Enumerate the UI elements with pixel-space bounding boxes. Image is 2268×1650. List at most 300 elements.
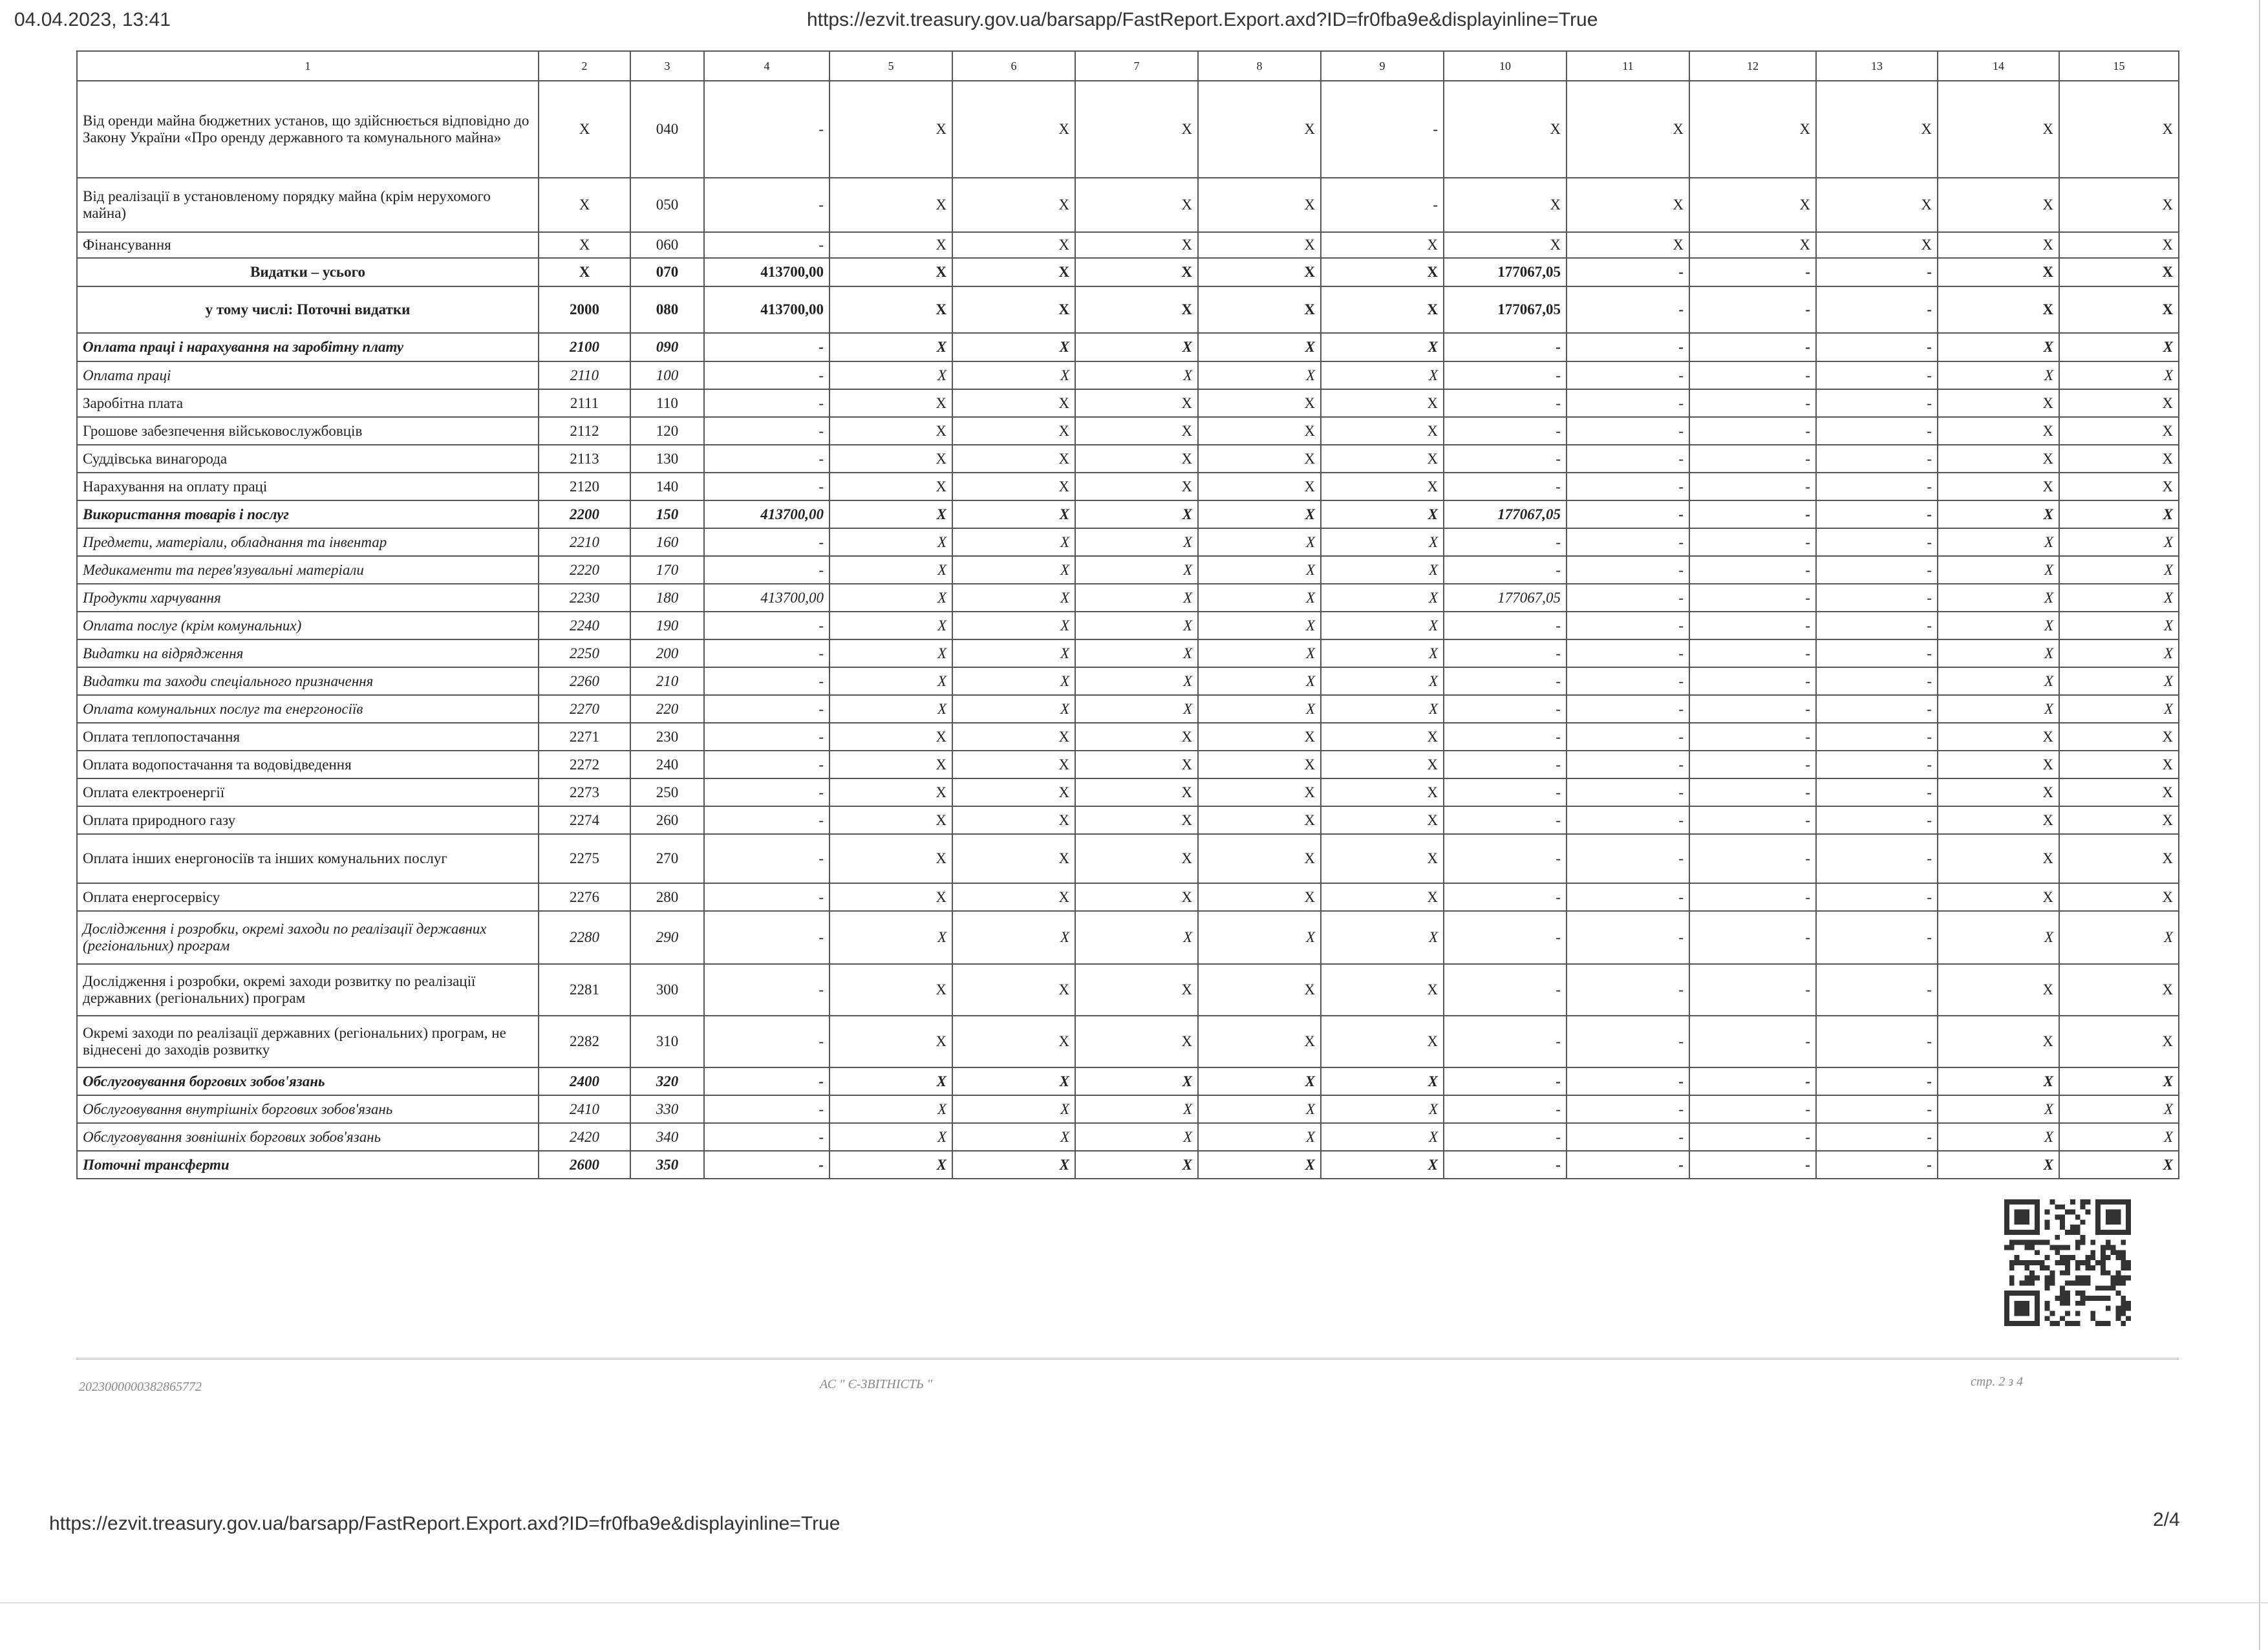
cell-c14: X bbox=[1938, 778, 2059, 806]
row-line-number: 170 bbox=[630, 556, 704, 584]
cell-c9: X bbox=[1321, 556, 1444, 584]
cell-c5: X bbox=[829, 667, 952, 695]
cell-c4: - bbox=[704, 751, 829, 778]
cell-c4: - bbox=[704, 695, 829, 723]
cell-c8: X bbox=[1198, 723, 1321, 751]
cell-c13: - bbox=[1816, 1151, 1938, 1179]
cell-c9: X bbox=[1321, 778, 1444, 806]
row-code: 2113 bbox=[539, 445, 630, 473]
cell-c11: - bbox=[1567, 584, 1689, 612]
cell-c4: - bbox=[704, 723, 829, 751]
cell-c12: - bbox=[1689, 695, 1816, 723]
cell-c9: X bbox=[1321, 1123, 1444, 1151]
row-code: X bbox=[539, 258, 630, 286]
cell-c11: - bbox=[1567, 834, 1689, 883]
cell-c14: X bbox=[1938, 178, 2059, 232]
row-line-number: 050 bbox=[630, 178, 704, 232]
cell-c8: X bbox=[1198, 445, 1321, 473]
cell-c7: X bbox=[1075, 1067, 1198, 1095]
cell-c10: - bbox=[1444, 883, 1567, 911]
cell-c12: - bbox=[1689, 361, 1816, 389]
cell-c4: 413700,00 bbox=[704, 286, 829, 333]
cell-c13: X bbox=[1816, 178, 1938, 232]
row-code: 2112 bbox=[539, 417, 630, 445]
table-row bbox=[77, 445, 2179, 473]
cell-c8: X bbox=[1198, 556, 1321, 584]
cell-c14: X bbox=[1938, 417, 2059, 445]
cell-c8: X bbox=[1198, 584, 1321, 612]
cell-c11: - bbox=[1567, 1123, 1689, 1151]
row-line-number: 330 bbox=[630, 1095, 704, 1123]
cell-c4: - bbox=[704, 1016, 829, 1067]
cell-c10: - bbox=[1444, 528, 1567, 556]
table-row bbox=[77, 528, 2179, 556]
table-row bbox=[77, 639, 2179, 667]
cell-c10: 177067,05 bbox=[1444, 584, 1567, 612]
cell-c13: - bbox=[1816, 445, 1938, 473]
table-row bbox=[77, 389, 2179, 417]
cell-c8: X bbox=[1198, 389, 1321, 417]
cell-c11: - bbox=[1567, 1067, 1689, 1095]
cell-c5: X bbox=[829, 258, 952, 286]
cell-c10: - bbox=[1444, 806, 1567, 834]
cell-c15: X bbox=[2059, 834, 2179, 883]
cell-c8: X bbox=[1198, 473, 1321, 500]
cell-c9: - bbox=[1321, 81, 1444, 178]
row-label: Поточні трансферти bbox=[77, 1151, 539, 1179]
cell-c9: - bbox=[1321, 178, 1444, 232]
cell-c7: X bbox=[1075, 500, 1198, 528]
row-line-number: 240 bbox=[630, 751, 704, 778]
table-row bbox=[77, 1016, 2179, 1067]
cell-c9: X bbox=[1321, 695, 1444, 723]
cell-c15: X bbox=[2059, 232, 2179, 258]
cell-c13: - bbox=[1816, 778, 1938, 806]
cell-c7: X bbox=[1075, 911, 1198, 964]
cell-c11: - bbox=[1567, 1016, 1689, 1067]
cell-c14: X bbox=[1938, 258, 2059, 286]
column-header-11: 11 bbox=[1567, 51, 1689, 81]
cell-c8: X bbox=[1198, 883, 1321, 911]
cell-c7: X bbox=[1075, 751, 1198, 778]
cell-c8: X bbox=[1198, 81, 1321, 178]
cell-c8: X bbox=[1198, 1151, 1321, 1179]
cell-c6: X bbox=[952, 1095, 1075, 1123]
cell-c10: - bbox=[1444, 911, 1567, 964]
row-code: 2271 bbox=[539, 723, 630, 751]
row-code: 2100 bbox=[539, 333, 630, 361]
cell-c4: - bbox=[704, 333, 829, 361]
cell-c7: X bbox=[1075, 1151, 1198, 1179]
cell-c13: - bbox=[1816, 612, 1938, 639]
cell-c15: X bbox=[2059, 361, 2179, 389]
row-line-number: 320 bbox=[630, 1067, 704, 1095]
cell-c14: X bbox=[1938, 333, 2059, 361]
cell-c12: X bbox=[1689, 81, 1816, 178]
cell-c12: - bbox=[1689, 1067, 1816, 1095]
row-line-number: 090 bbox=[630, 333, 704, 361]
cell-c12: - bbox=[1689, 639, 1816, 667]
row-label: Оплата комунальних послуг та енергоносіїв bbox=[77, 695, 539, 723]
cell-c11: - bbox=[1567, 911, 1689, 964]
cell-c6: X bbox=[952, 361, 1075, 389]
cell-c7: X bbox=[1075, 834, 1198, 883]
cell-c8: X bbox=[1198, 964, 1321, 1016]
document-page-note: стр. 2 з 4 bbox=[1971, 1375, 2024, 1389]
cell-c14: X bbox=[1938, 1067, 2059, 1095]
cell-c9: X bbox=[1321, 286, 1444, 333]
cell-c15: X bbox=[2059, 751, 2179, 778]
cell-c6: X bbox=[952, 806, 1075, 834]
row-line-number: 260 bbox=[630, 806, 704, 834]
cell-c13: - bbox=[1816, 333, 1938, 361]
cell-c7: X bbox=[1075, 1095, 1198, 1123]
cell-c14: X bbox=[1938, 1123, 2059, 1151]
row-code: 2272 bbox=[539, 751, 630, 778]
row-label: Оплата енергосервісу bbox=[77, 883, 539, 911]
cell-c4: - bbox=[704, 778, 829, 806]
cell-c8: X bbox=[1198, 639, 1321, 667]
cell-c4: - bbox=[704, 232, 829, 258]
cell-c11: - bbox=[1567, 473, 1689, 500]
cell-c7: X bbox=[1075, 806, 1198, 834]
cell-c14: X bbox=[1938, 964, 2059, 1016]
cell-c9: X bbox=[1321, 417, 1444, 445]
table-row bbox=[77, 723, 2179, 751]
cell-c4: 413700,00 bbox=[704, 500, 829, 528]
row-line-number: 280 bbox=[630, 883, 704, 911]
cell-c7: X bbox=[1075, 667, 1198, 695]
cell-c7: X bbox=[1075, 232, 1198, 258]
table-row bbox=[77, 1095, 2179, 1123]
cell-c10: 177067,05 bbox=[1444, 500, 1567, 528]
row-label: Оплата інших енергоносіїв та інших комунальних послуг bbox=[77, 834, 539, 883]
cell-c5: X bbox=[829, 417, 952, 445]
table-row bbox=[77, 81, 2179, 178]
cell-c4: - bbox=[704, 964, 829, 1016]
table-row bbox=[77, 556, 2179, 584]
cell-c6: X bbox=[952, 584, 1075, 612]
cell-c15: X bbox=[2059, 964, 2179, 1016]
cell-c12: - bbox=[1689, 1151, 1816, 1179]
cell-c12: - bbox=[1689, 723, 1816, 751]
row-code: 2210 bbox=[539, 528, 630, 556]
cell-c7: X bbox=[1075, 286, 1198, 333]
cell-c4: - bbox=[704, 473, 829, 500]
row-line-number: 110 bbox=[630, 389, 704, 417]
column-header-8: 8 bbox=[1198, 51, 1321, 81]
cell-c4: - bbox=[704, 361, 829, 389]
cell-c12: - bbox=[1689, 286, 1816, 333]
cell-c10: - bbox=[1444, 1095, 1567, 1123]
system-name: АС " Є-ЗВІТНІСТЬ " bbox=[820, 1377, 933, 1391]
cell-c12: - bbox=[1689, 667, 1816, 695]
cell-c10: - bbox=[1444, 1123, 1567, 1151]
row-line-number: 180 bbox=[630, 584, 704, 612]
cell-c13: - bbox=[1816, 258, 1938, 286]
column-header-10: 10 bbox=[1444, 51, 1567, 81]
cell-c12: - bbox=[1689, 389, 1816, 417]
cell-c5: X bbox=[829, 445, 952, 473]
cell-c8: X bbox=[1198, 751, 1321, 778]
row-line-number: 340 bbox=[630, 1123, 704, 1151]
row-code: 2111 bbox=[539, 389, 630, 417]
cell-c13: - bbox=[1816, 834, 1938, 883]
cell-c4: 413700,00 bbox=[704, 258, 829, 286]
cell-c12: - bbox=[1689, 584, 1816, 612]
cell-c6: X bbox=[952, 417, 1075, 445]
cell-c15: X bbox=[2059, 1095, 2179, 1123]
row-label: Фінансування bbox=[77, 232, 539, 258]
table-row bbox=[77, 361, 2179, 389]
cell-c5: X bbox=[829, 751, 952, 778]
cell-c9: X bbox=[1321, 333, 1444, 361]
cell-c6: X bbox=[952, 556, 1075, 584]
cell-c14: X bbox=[1938, 639, 2059, 667]
cell-c8: X bbox=[1198, 612, 1321, 639]
cell-c13: - bbox=[1816, 639, 1938, 667]
cell-c13: - bbox=[1816, 751, 1938, 778]
cell-c13: - bbox=[1816, 883, 1938, 911]
cell-c14: X bbox=[1938, 556, 2059, 584]
cell-c13: - bbox=[1816, 500, 1938, 528]
row-line-number: 200 bbox=[630, 639, 704, 667]
cell-c5: X bbox=[829, 1123, 952, 1151]
cell-c11: - bbox=[1567, 751, 1689, 778]
cell-c9: X bbox=[1321, 258, 1444, 286]
cell-c15: X bbox=[2059, 639, 2179, 667]
row-line-number: 060 bbox=[630, 232, 704, 258]
row-code: 2410 bbox=[539, 1095, 630, 1123]
row-code: 2276 bbox=[539, 883, 630, 911]
cell-c13: X bbox=[1816, 81, 1938, 178]
cell-c11: - bbox=[1567, 612, 1689, 639]
cell-c10: X bbox=[1444, 81, 1567, 178]
cell-c10: - bbox=[1444, 445, 1567, 473]
row-label: Обслуговування зовнішніх боргових зобов'язань bbox=[77, 1123, 539, 1151]
cell-c8: X bbox=[1198, 778, 1321, 806]
row-line-number: 140 bbox=[630, 473, 704, 500]
cell-c12: - bbox=[1689, 834, 1816, 883]
cell-c5: X bbox=[829, 883, 952, 911]
cell-c15: X bbox=[2059, 695, 2179, 723]
cell-c14: X bbox=[1938, 286, 2059, 333]
cell-c12: - bbox=[1689, 556, 1816, 584]
cell-c4: - bbox=[704, 556, 829, 584]
cell-c6: X bbox=[952, 883, 1075, 911]
row-code: 2220 bbox=[539, 556, 630, 584]
cell-c5: X bbox=[829, 834, 952, 883]
cell-c15: X bbox=[2059, 286, 2179, 333]
cell-c11: - bbox=[1567, 695, 1689, 723]
cell-c5: X bbox=[829, 232, 952, 258]
cell-c5: X bbox=[829, 964, 952, 1016]
row-line-number: 080 bbox=[630, 286, 704, 333]
cell-c14: X bbox=[1938, 584, 2059, 612]
cell-c5: X bbox=[829, 584, 952, 612]
column-header-6: 6 bbox=[952, 51, 1075, 81]
cell-c10: - bbox=[1444, 473, 1567, 500]
cell-c10: - bbox=[1444, 361, 1567, 389]
cell-c14: X bbox=[1938, 806, 2059, 834]
table-row bbox=[77, 417, 2179, 445]
cell-c10: - bbox=[1444, 417, 1567, 445]
cell-c4: - bbox=[704, 81, 829, 178]
row-label: Видатки – усього bbox=[77, 258, 539, 286]
cell-c5: X bbox=[829, 1067, 952, 1095]
cell-c13: - bbox=[1816, 1016, 1938, 1067]
cell-c4: - bbox=[704, 528, 829, 556]
row-code: 2420 bbox=[539, 1123, 630, 1151]
table-row bbox=[77, 500, 2179, 528]
cell-c9: X bbox=[1321, 612, 1444, 639]
cell-c4: - bbox=[704, 834, 829, 883]
cell-c6: X bbox=[952, 964, 1075, 1016]
row-label: Використання товарів і послуг bbox=[77, 500, 539, 528]
document-id: 2023000000382865772 bbox=[79, 1380, 202, 1394]
row-code: 2281 bbox=[539, 964, 630, 1016]
cell-c11: X bbox=[1567, 232, 1689, 258]
cell-c10: - bbox=[1444, 834, 1567, 883]
cell-c10: - bbox=[1444, 556, 1567, 584]
cell-c11: - bbox=[1567, 964, 1689, 1016]
cell-c6: X bbox=[952, 778, 1075, 806]
cell-c15: X bbox=[2059, 556, 2179, 584]
cell-c13: - bbox=[1816, 286, 1938, 333]
cell-c7: X bbox=[1075, 333, 1198, 361]
cell-c7: X bbox=[1075, 612, 1198, 639]
cell-c12: - bbox=[1689, 964, 1816, 1016]
cell-c15: X bbox=[2059, 528, 2179, 556]
cell-c8: X bbox=[1198, 911, 1321, 964]
cell-c8: X bbox=[1198, 528, 1321, 556]
cell-c9: X bbox=[1321, 1067, 1444, 1095]
row-code: 2240 bbox=[539, 612, 630, 639]
cell-c14: X bbox=[1938, 667, 2059, 695]
cell-c5: X bbox=[829, 286, 952, 333]
row-line-number: 350 bbox=[630, 1151, 704, 1179]
table-row bbox=[77, 751, 2179, 778]
cell-c5: X bbox=[829, 528, 952, 556]
row-line-number: 160 bbox=[630, 528, 704, 556]
row-label: Нарахування на оплату праці bbox=[77, 473, 539, 500]
cell-c13: - bbox=[1816, 806, 1938, 834]
cell-c5: X bbox=[829, 361, 952, 389]
cell-c10: - bbox=[1444, 389, 1567, 417]
cell-c14: X bbox=[1938, 1151, 2059, 1179]
cell-c12: - bbox=[1689, 883, 1816, 911]
cell-c15: X bbox=[2059, 1067, 2179, 1095]
cell-c6: X bbox=[952, 1016, 1075, 1067]
cell-c5: X bbox=[829, 911, 952, 964]
cell-c10: 177067,05 bbox=[1444, 258, 1567, 286]
cell-c5: X bbox=[829, 178, 952, 232]
row-line-number: 250 bbox=[630, 778, 704, 806]
cell-c15: X bbox=[2059, 178, 2179, 232]
column-header-7: 7 bbox=[1075, 51, 1198, 81]
cell-c15: X bbox=[2059, 883, 2179, 911]
cell-c12: - bbox=[1689, 751, 1816, 778]
table-row bbox=[77, 778, 2179, 806]
cell-c7: X bbox=[1075, 723, 1198, 751]
cell-c7: X bbox=[1075, 445, 1198, 473]
row-label: Оплата теплопостачання bbox=[77, 723, 539, 751]
cell-c10: - bbox=[1444, 1016, 1567, 1067]
row-label: Оплата праці і нарахування на заробітну плату bbox=[77, 333, 539, 361]
cell-c15: X bbox=[2059, 1123, 2179, 1151]
row-line-number: 310 bbox=[630, 1016, 704, 1067]
cell-c7: X bbox=[1075, 964, 1198, 1016]
cell-c15: X bbox=[2059, 911, 2179, 964]
cell-c10: - bbox=[1444, 778, 1567, 806]
cell-c7: X bbox=[1075, 1123, 1198, 1151]
row-code: 2275 bbox=[539, 834, 630, 883]
cell-c12: - bbox=[1689, 333, 1816, 361]
cell-c8: X bbox=[1198, 834, 1321, 883]
cell-c7: X bbox=[1075, 258, 1198, 286]
cell-c6: X bbox=[952, 81, 1075, 178]
row-code: 2230 bbox=[539, 584, 630, 612]
cell-c12: - bbox=[1689, 1095, 1816, 1123]
cell-c9: X bbox=[1321, 389, 1444, 417]
row-label: Оплата послуг (крім комунальних) bbox=[77, 612, 539, 639]
cell-c8: X bbox=[1198, 695, 1321, 723]
cell-c11: - bbox=[1567, 639, 1689, 667]
cell-c9: X bbox=[1321, 361, 1444, 389]
print-page-number: 2/4 bbox=[2153, 1509, 2180, 1530]
cell-c5: X bbox=[829, 556, 952, 584]
cell-c9: X bbox=[1321, 445, 1444, 473]
column-header-3: 3 bbox=[630, 51, 704, 81]
cell-c6: X bbox=[952, 639, 1075, 667]
cell-c11: - bbox=[1567, 1151, 1689, 1179]
table-row bbox=[77, 258, 2179, 286]
cell-c13: - bbox=[1816, 1123, 1938, 1151]
cell-c10: - bbox=[1444, 723, 1567, 751]
row-line-number: 270 bbox=[630, 834, 704, 883]
row-label: Від оренди майна бюджетних установ, що здійснюється відповідно до Закону України «Про оренду державного та комунального майна» bbox=[77, 81, 539, 178]
row-code: 2110 bbox=[539, 361, 630, 389]
cell-c10: X bbox=[1444, 178, 1567, 232]
cell-c11: - bbox=[1567, 778, 1689, 806]
cell-c11: - bbox=[1567, 286, 1689, 333]
cell-c12: - bbox=[1689, 778, 1816, 806]
cell-c6: X bbox=[952, 1067, 1075, 1095]
cell-c5: X bbox=[829, 81, 952, 178]
row-code: X bbox=[539, 232, 630, 258]
cell-c11: - bbox=[1567, 806, 1689, 834]
column-header-1: 1 bbox=[77, 51, 539, 81]
cell-c9: X bbox=[1321, 806, 1444, 834]
cell-c12: - bbox=[1689, 806, 1816, 834]
cell-c4: - bbox=[704, 806, 829, 834]
cell-c13: - bbox=[1816, 911, 1938, 964]
cell-c11: - bbox=[1567, 417, 1689, 445]
cell-c13: X bbox=[1816, 232, 1938, 258]
cell-c9: X bbox=[1321, 639, 1444, 667]
cell-c11: - bbox=[1567, 258, 1689, 286]
cell-c7: X bbox=[1075, 81, 1198, 178]
row-code: 2273 bbox=[539, 778, 630, 806]
row-line-number: 100 bbox=[630, 361, 704, 389]
cell-c11: - bbox=[1567, 445, 1689, 473]
cell-c6: X bbox=[952, 286, 1075, 333]
cell-c7: X bbox=[1075, 584, 1198, 612]
cell-c5: X bbox=[829, 695, 952, 723]
print-header-url: https://ezvit.treasury.gov.ua/barsapp/FastReport.Export.axd?ID=fr0fba9e&displayinline=True bbox=[807, 9, 1598, 30]
row-line-number: 220 bbox=[630, 695, 704, 723]
cell-c13: - bbox=[1816, 473, 1938, 500]
